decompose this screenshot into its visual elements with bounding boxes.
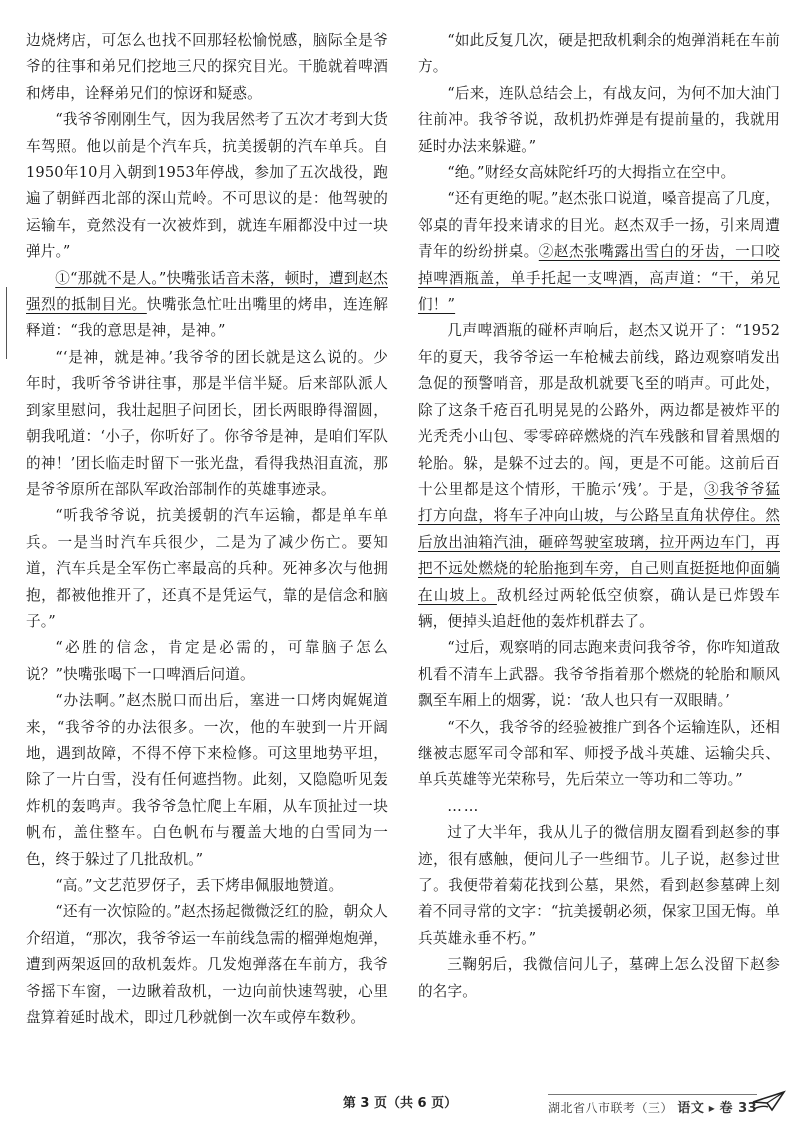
paragraph: “后来，连队总结会上，有战友问，为何不加大油门往前冲。我爷爷说，敌机扔炸弹是有提前量的，我就用延时办法来躲避。” [418,84,780,155]
underlined-sentence-3: ③我爷爷猛打方向盘，将车子冲向山坡，与公路呈直角状停住。然后放出油箱汽油，砸碎驾驶室玻璃，拉开两边车门，再把不远处燃烧的轮胎拖到车旁，自己则直挺挺地仰面躺在山坡上。 [418,480,780,604]
paragraph-lead: “还有更绝的呢。”赵杰张口说道，嗓音提高了几度，邻桌的青年投来请求的目光。赵杰双手一扬，引来周遭青年的纷纷拼桌。 [418,190,780,261]
paragraph: “必胜的信念，肯定是必需的，可靠脑子怎么说？”快嘴张喝下一口啤酒后问道。 [26,639,388,683]
paragraph: “绝。”财经女高妹陀纤巧的大拇指立在空中。 [447,164,736,182]
paragraph-with-underline [418,318,780,635]
paragraph: “如此反复几次，硬是把敌机剩余的炮弹消耗在车前方。 [418,32,780,76]
paragraph: “高。”文艺范罗伢子，丢下烤串佩服地赞道。 [55,877,344,894]
page-footer [0,1088,800,1118]
paragraph: “不久，我爷爷的经验被推广到各个运输连队，还相继被志愿军司令部和军、师授予战斗英雄、运输尖兵、单兵英雄等光荣称号，先后荣立一等功和二等功。” [418,718,780,789]
paragraph-with-underline [26,266,388,345]
margin-mark [6,287,7,359]
separator-arrow-icon: ▸ [708,1101,716,1115]
subject-label: 语文 [677,1101,705,1116]
paragraph: “办法啊。”赵杰脱口而出后，塞进一口烤肉娓娓道来，“我爷爷的办法很多。一次，他的车驶到一片开阔地，遇到故障，不得不停下来检修。可这里地势平坦，除了一片白雪，没有任何遮挡物。此刻，又隐隐听见轰炸机的轰鸣声。我爷爷急忙爬上车厢，从车顶扯过一块帆布，盖住整车。白色帆布与覆盖大地的白雪同为一色，终于躲过了几批敌机。” [26,692,388,868]
paragraph: 过了大半年，我从儿子的微信朋友圈看到赵参的事迹，很有感触，便问儿子一些细节。儿子说，赵参过世了。我便带着菊花找到公墓，果然，看到赵参墓碑上刻着不同寻常的文字：“抗美援朝必须，保家卫国无悔。单兵英雄永垂不朽。” [418,824,780,947]
paragraph-rest: 敌机经过两轮低空侦察，确认是已炸毁车辆，便掉头追赶他的轰炸机群去了。 [418,586,780,630]
left-column [26,28,388,1031]
paragraph: 边烧烤店，可怎么也找不回那轻松愉悦感，脑际全是爷爷的往事和弟兄们挖地三尺的探究目光。干脆就着啤酒和烤串，诠释弟兄们的惊讶和疑惑。 [26,32,388,102]
paper-plane-icon [752,1090,786,1112]
paragraph: “听我爷爷说，抗美援朝的汽车运输，都是单车单兵。一是当时汽车兵很少，二是为了减少伤亡。要知道，汽车兵是全军伤亡率最高的兵种。死神多次与他拥抱，都被他推开了，还真不是凭运气，靠的是信念和脑子。” [26,507,388,630]
paragraph: “‘是神，就是神。’我爷爷的团长就是这么说的。少年时，我听爷爷讲往事，那是半信半疑。后来部队派人到家里慰问，我壮起胆子问团长，团长两眼睁得溜圆，朝我吼道：‘小子，你听好了。你爷爷是神，是咱们军队的神！’团长临走时留下一张光盘，看得我热泪直流，那是爷爷原所在部队军政治部制作的英雄事迹录。 [26,348,388,498]
paragraph-lead: 几声啤酒瓶的碰杯声响后，赵杰又说开了：“1952年的夏天，我爷爷运一车枪械去前线，路边观察哨发出急促的预警哨音，那是敌机就要飞至的哨声。可此处，除了这条千疮百孔明晃晃的公路外，两边都是被炸平的光秃秃小山包、零零碎碎燃烧的汽车残骸和冒着黑烟的轮胎。躲，是躲不过去的。闯，更是不可能。这前后百十公里都是这个情形，干脆示‘残’。于是， [418,322,780,498]
page-number: 第 3 页（共 6 页） [342,1096,458,1111]
underlined-sentence-1: ①“那就不是人。”快嘴张话音未落，顿时，遭到赵杰强烈的抵制目光。 [26,269,388,314]
paragraph-rest: 快嘴张急忙吐出嘴里的烤串，连连解释道：“我的意思是神，是神。” [26,296,389,340]
exam-name: 湖北省八市联考（三） [548,1101,674,1115]
volume-label: 卷 33 [719,1101,758,1116]
underlined-sentence-2: ②赵杰张嘴露出雪白的牙齿，一口咬掉啤酒瓶盖，单手托起一支啤酒，高声道：“干，弟兄们！” [418,243,781,314]
paragraph: “过后，观察哨的同志跑来责问我爷爷，你咋知道敌机看不清车上武器。我爷爷指着那个燃烧的轮胎和顺风飘至车厢上的烟雾，说：‘敌人也只有一双眼睛。’ [418,639,780,710]
paragraph: “还有一次惊险的。”赵杰扬起微微泛红的脸，朝众人介绍道，“那次，我爷爷运一车前线急需的榴弹炮炮弹，遭到两架返回的敌机轰炸。几发炮弹落在车前方，我爷爷摇下车窗，一边瞅着敌机，一边向前快速驾驶，心里盘算着延时战术，即过几秒就倒一次车或停车数秒。 [26,903,388,1027]
paragraph: “我爷爷刚刚生气，因为我居然考了五次才考到大货车驾照。他以前是个汽车兵，抗美援朝的汽车单兵。自1950年10月入朝到1953年停战，参加了五次战役，跑遍了朝鲜西北部的深山荒岭。不可思议的是：他驾驶的运输车，竟然没有一次被炸到，就连车厢都没中过一块弹片。” [26,111,388,261]
ellipsis-separator: …… [447,797,481,815]
exam-info [548,1094,757,1116]
paragraph: 三鞠躬后，我微信问儿子，墓碑上怎么没留下赵参的名字。 [418,956,780,1000]
paragraph-with-underline [418,186,780,318]
right-column [418,28,780,1005]
